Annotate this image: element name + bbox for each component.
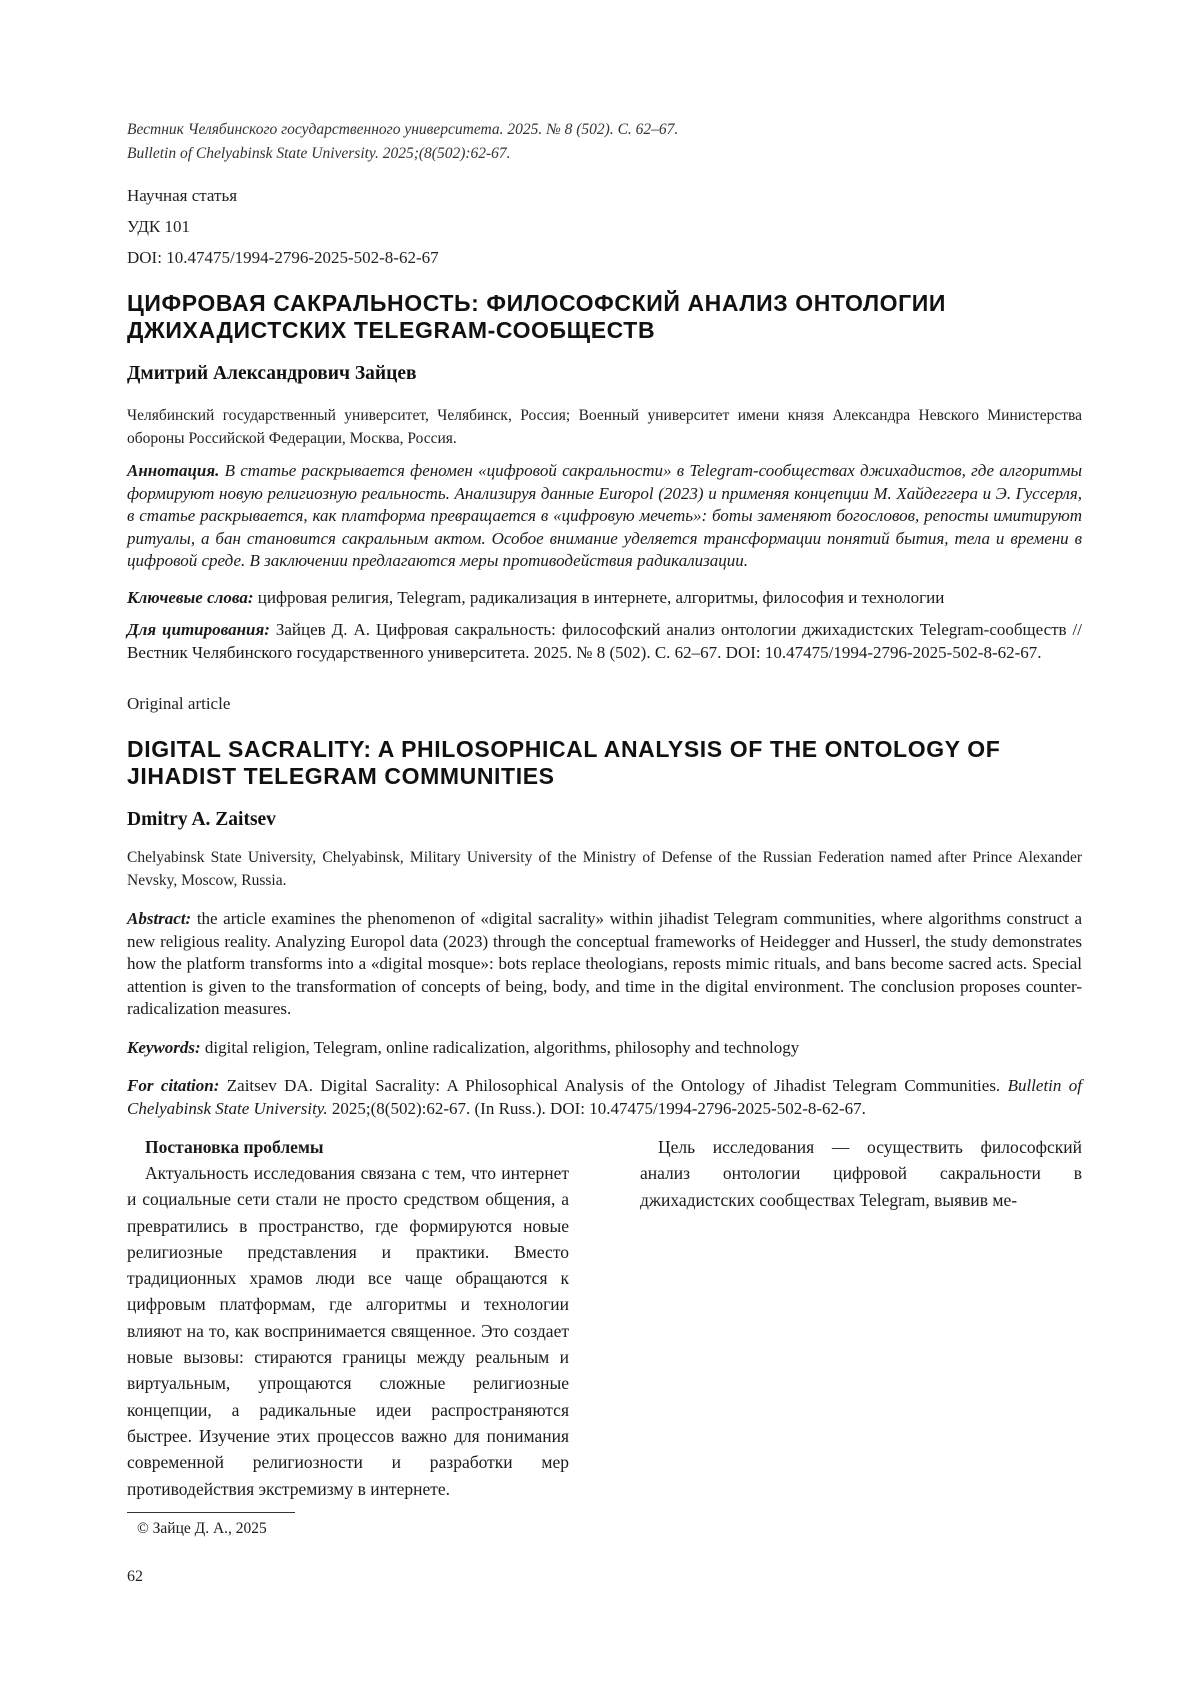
keywords-text-ru: цифровая религия, Telegram, радикализация в интернете, алгоритмы, философия и технологии xyxy=(253,587,945,607)
page-number: 62 xyxy=(127,1568,143,1585)
title-en-line2: JIHADIST TELEGRAM COMMUNITIES xyxy=(127,763,555,789)
author-ru: Дмитрий Александрович Зайцев xyxy=(127,363,417,384)
article-page xyxy=(127,118,1082,1539)
right-paragraph: Цель исследования — осуществить философский анализ онтологии цифровой сакральности в джихадистских сообществах Telegram, выявив ме- xyxy=(640,1137,1082,1210)
citation-ru xyxy=(127,619,1082,664)
title-en-line1: DIGITAL SACRALITY: A PHILOSOPHICAL ANALYSIS OF THE ONTOLOGY OF xyxy=(127,736,1001,762)
keywords-text-en: digital religion, Telegram, online radicalization, algorithms, philosophy and technology xyxy=(200,1037,800,1057)
journal-header xyxy=(127,118,1082,166)
udk: УДК 101 xyxy=(127,217,191,236)
annotation-ru xyxy=(127,460,1082,573)
body-columns xyxy=(127,1134,1082,1539)
right-column xyxy=(640,1134,1082,1539)
citation-text-ru: Зайцев Д. А. Цифровая сакральность: философский анализ онтологии джихадистских Telegram-сообществ // Вестник Челябинского государственного университета. 2025. № 8 (502). С. 62–67. DOI: 10.47475/1994-2796-2025-502-8-62-67. xyxy=(127,620,1082,662)
section-heading: Постановка проблемы xyxy=(145,1137,324,1157)
affiliation-en: Chelyabinsk State University, Chelyabinsk, Military University of the Ministry of Defense of the Russian Federation named after Prince Alexander Nevsky, Moscow, Russia. xyxy=(127,849,1082,889)
keywords-ru xyxy=(127,587,1082,610)
title-en xyxy=(127,736,1082,790)
citation-en xyxy=(127,1075,1082,1120)
keywords-label-ru: Ключевые слова: xyxy=(127,587,254,607)
abstract-en xyxy=(127,908,1082,1021)
footnote-rule xyxy=(127,1512,295,1513)
citation-text-en-2: 2025;(8(502):62-67. (In Russ.). DOI: 10.47475/1994-2796-2025-502-8-62-67. xyxy=(327,1098,866,1118)
citation-label-en: For citation: xyxy=(127,1076,220,1095)
title-ru xyxy=(127,290,1082,344)
citation-label-ru: Для цитирования: xyxy=(127,620,270,639)
doi: DOI: 10.47475/1994-2796-2025-502-8-62-67 xyxy=(127,248,439,267)
abstract-text: the article examines the phenomenon of «digital sacrality» within jihadist Telegram communities, where algorithms construct a new religious reality. Analyzing Europol data (2023) through the conceptual frameworks of Heidegger and Husserl, the study demonstrates how the platform transforms into a «digital mosque»: bots replace theologians, reposts mimic rituals, and bans become sacred acts. Special attention is given to the transformation of concepts of being, body, and time in the digital environment. The conclusion proposes counter-radicalization measures. xyxy=(127,909,1082,1018)
citation-journal-en: Bulletin of Chelyabinsk State University. xyxy=(127,1076,1082,1118)
article-type-en: Original article xyxy=(127,694,231,713)
journal-en: Bulletin of Chelyabinsk State University. 2025;(8(502):62-67. xyxy=(127,145,511,162)
left-paragraph: Актуальность исследования связана с тем, что интернет и социальные сети стали не просто средством общения, а превратились в пространство, где формируются новые религиозные представления и практики. Вместо традиционных храмов люди все чаще обращаются к цифровым платформам, где алгоритмы и технологии влияют на то, как воспринимается священное. Это создает новые вызовы: стираются границы между реальным и виртуальным, упрощаются сложные религиозные концепции, а радикальные идеи распространяются быстрее. Изучение этих процессов важно для понимания современной религиозности и разработки мер противодействия экстремизму в интернете. xyxy=(127,1163,569,1499)
annotation-text: В статье раскрывается феномен «цифровой сакральности» в Telegram-сообществах джихадистов, где алгоритмы формируют новую религиозную реальность. Анализируя данные Europol (2023) и применяя концепции М. Хайдеггера и Э. Гуссерля, в статье раскрывается, как платформа превращается в «цифровую мечеть»: боты заменяют богословов, репосты имитируют ритуалы, а бан становится сакральным актом. Особое внимание уделяется трансформации понятий бытия, тела и времени в цифровой среде. В заключении предлагаются меры противодействия радикализации. xyxy=(127,461,1082,570)
keywords-en xyxy=(127,1037,1082,1060)
title-ru-line2: ДЖИХАДИСТСКИХ TELEGRAM-СООБЩЕСТВ xyxy=(127,317,656,343)
article-type-ru: Научная статья xyxy=(127,186,238,205)
left-column xyxy=(127,1134,569,1539)
author-en: Dmitry A. Zaitsev xyxy=(127,809,276,830)
annotation-label: Аннотация. xyxy=(127,461,220,480)
journal-ru: Вестник Челябинского государственного университета. 2025. № 8 (502). С. 62–67. xyxy=(127,121,679,138)
footnote: © Зайце Д. А., 2025 xyxy=(137,1519,267,1537)
title-ru-line1: ЦИФРОВАЯ САКРАЛЬНОСТЬ: ФИЛОСОФСКИЙ АНАЛИЗ ОНТОЛОГИИ xyxy=(127,290,947,316)
citation-text-en-1: Zaitsev DA. Digital Sacrality: A Philosophical Analysis of the Ontology of Jihadist Telegram Communities. xyxy=(219,1076,1008,1095)
affiliation-ru: Челябинский государственный университет, Челябинск, Россия; Военный университет имени князя Александра Невского Министерства обороны Российской Федерации, Москва, Россия. xyxy=(127,407,1082,447)
abstract-label: Abstract: xyxy=(127,909,192,928)
keywords-label-en: Keywords: xyxy=(127,1037,201,1057)
